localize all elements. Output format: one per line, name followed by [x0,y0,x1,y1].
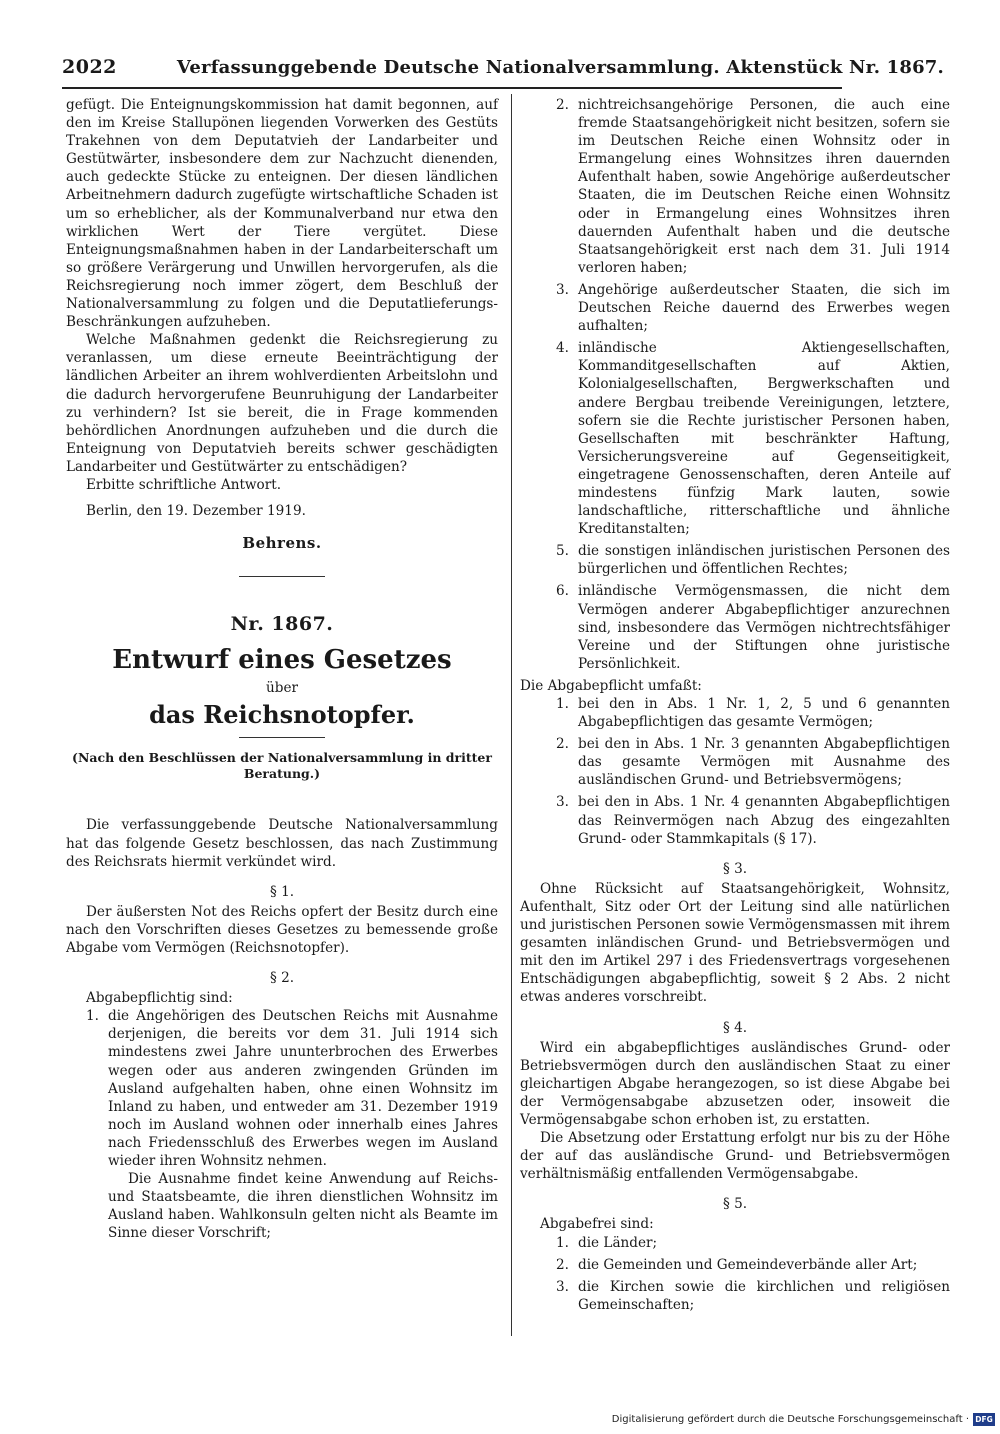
scope-intro: Die Abgabepflicht umfaßt: [520,677,702,694]
list-item-text: die sonstigen inländischen juristischen Personen des bürgerlichen und öffentlichen Rechtes; [578,543,950,578]
list-item [556,96,950,277]
law-title-line-1: Entwurf eines Gesetzes [112,645,452,676]
list-item [556,793,950,847]
list-item-text: bei den in Abs. 1 Nr. 3 genannten Abgabepflichtigen das gesamte Vermögen mit Ausnahme des ausländischen Grund- und Betriebsvermögens; [578,736,950,789]
list-item-text: die Gemeinden und Gemeindeverbände aller Art; [578,1256,918,1273]
scope-list [520,695,950,848]
list-item-number: 3. [556,1278,569,1295]
section-2-intro: Abgabepflichtig sind: [86,990,233,1007]
page-number: 2022 [62,56,117,78]
list-item-text: inländische Aktiengesellschaften, Kommanditgesellschaften auf Aktien, Kolonialgesellschaften, Bergwerkschaften und andere Bergbau treibende Vereinigungen, letztere, sofern sie die Rechte juristischer Personen haben, Gesellschaften mit beschränkter Haftung, Versicherungsvereine auf Gegenseitigkeit, eingetragene Genossenschaften, deren Anteile auf mindestens fünfzig Mark lauten, sowie landschaftliche, ritterschaftliche und ähnliche Kreditanstalten; [578,340,950,538]
list-item [86,1007,498,1170]
list-item-text: bei den in Abs. 1 Nr. 1, 2, 5 und 6 genannten Abgabepflichtigen das gesamte Vermögen; [578,696,950,731]
list-item-number: 1. [556,1234,569,1251]
title-divider [239,737,325,738]
list-item-text: die Länder; [578,1234,658,1251]
list-item-number: 1. [556,696,569,712]
interpellation-paragraph-2: Welche Maßnahmen gedenkt die Reichsregierung zu veranlassen, um diese erneute Beeinträchtigung der ländlichen Arbeiter an ihrem wohlverdienten Arbeitslohn und die dadurch hervorgerufene Beunruhigung der Landarbeiter zu verhindern? Ist sie bereit, die in Frage kommenden behördlichen Anordnungen aufzuheben und die durch die Enteignung von Deputatvieh bereits schwer geschädigten Landarbeiter und Gestütwärter zu entschädigen? [66,332,498,475]
list-item-number: 2. [556,1256,569,1273]
list-item-number: 5. [556,543,569,560]
list-item [556,695,950,731]
list-item-text: Angehörige außerdeutscher Staaten, die sich im Deutschen Reiche dauernd des Erwerbes wegen aufhalten; [578,281,950,335]
right-column [520,96,950,1314]
resolution-note: (Nach den Beschlüssen der Nationalversammlung in dritter Beratung.) [72,750,492,782]
section-divider [239,576,325,577]
section-5-intro: Abgabefrei sind: [540,1216,654,1233]
list-item-number: 4. [556,340,569,357]
section-2-exception: Die Ausnahme findet keine Anwendung auf Reichs- und Staatsbeamte, die ihren dienstlichen Wohnsitz im Ausland haben. Wahlkonsuln gelten nicht als Beamte im Sinne dieser Vorschrift; [108,1171,498,1242]
section-2-heading: § 2. [269,970,295,987]
section-4-text-2: Die Absetzung oder Erstattung erfolgt nur bis zu der Höhe der auf das ausländische Grund- und Betriebsvermögen verhältnismäßig entfallenden Vermögensabgabe. [520,1130,950,1183]
signer-name: Behrens. [242,534,322,553]
list-item-text: bei den in Abs. 1 Nr. 4 genannten Abgabepflichtigen das Reinvermögen nach Abzug des eingezahlten Grund- oder Stammkapitals (§ 17). [578,794,950,847]
dfg-logo: DFG [973,1413,995,1426]
interpellation-paragraph-1: gefügt. Die Enteignungskommission hat damit begonnen, auf den im Kreise Stallupönen liegenden Vorwerken des Gestüts Trakehnen von dem Deputatvieh der Landarbeiter und Gestütwärter, insbesondere dem zur Nachzucht dienenden, auch gedeckte Stücke zu enteignen. Der diesen ländlichen Arbeitnehmern dadurch zugefügte wirtschaftliche Schaden ist um so erheblicher, als der Kommunalverband nur etwa den wirklichen Wert der Tiere vergütet. Diese Enteignungsmaßnahmen haben in der Landarbeiterschaft um so größere Verärgerung und Unwillen hervorgerufen, als die Reichsregierung noch immer zögert, dem Beschluß der Nationalversammlung zu folgen und die Deputatlieferungs-Beschränkungen aufzuheben. [66,97,498,331]
place-date: Berlin, den 19. Dezember 1919. [86,503,306,520]
list-item [556,1256,950,1274]
section-2-list-left [66,1007,498,1170]
list-item-text: nichtreichsangehörige Personen, die auch eine fremde Staatsangehörigkeit nicht besitzen, sofern sie im Deutschen Reiche einen Wohnsitz oder in Ermangelung eines Wohnsitzes ihren dauernden Aufenthalt haben, sowie Angehörige außerdeutscher Staaten, die im Deutschen Reiche einen Wohnsitz oder in Ermangelung eines Wohnsitzes ihren dauernden Aufenthalt haben und die deutsche Staatsangehörigkeit erst nach dem 31. Juli 1914 verloren haben; [578,97,950,276]
left-column [66,96,498,1243]
list-item [556,542,950,578]
column-divider [511,94,512,1336]
running-title: Verfassunggebende Deutsche Nationalversammlung. Aktenstück Nr. 1867. [176,57,944,78]
list-item-number: 6. [556,583,569,600]
list-item-number: 3. [556,281,569,298]
digitization-credit [600,1411,995,1427]
list-item [556,735,950,789]
header-rule [62,87,842,89]
list-item-text: die Angehörigen des Deutschen Reichs mit Ausnahme derjenigen, die bereits vor dem 31. Juli 1914 sich mindestens zwei Jahre ununterbrochen des Erwerbes wegen oder aus anderen zwingenden Gründen im Ausland aufgehalten haben, ohne einen Wohnsitz im Inland zu haben, und entweder am 31. Dezember 1919 noch im Ausland wohnen oder innerhalb eines Jahres nach Friedensschluß des Erwerbes wegen im Ausland wieder ihren Wohnsitz nehmen. [108,1008,498,1170]
list-item [556,1278,950,1314]
credit-text: Digitalisierung gefördert durch die Deutsche Forschungsgemeinschaft · [611,1413,969,1425]
section-3-text: Ohne Rücksicht auf Staatsangehörigkeit, Wohnsitz, Aufenthalt, Sitz oder Ort der Leitung sind alle natürlichen und juristischen Personen sowie Vermögensmassen mit ihrem gesamten inländischen Grund- und Betriebsvermögen und mit den im Artikel 297 i des Friedensvertrags vorgesehenen Entschädigungen abgabepflichtig, soweit § 2 Abs. 2 nicht etwas anderes vorschreibt. [520,880,950,1006]
page-header [62,56,944,86]
section-3-heading: § 3. [722,860,748,877]
list-item [556,1234,950,1252]
section-2-list-right [520,96,950,673]
law-title-line-2: über [266,680,298,697]
list-item-text: die Kirchen sowie die kirchlichen und religiösen Gemeinschaften; [578,1278,950,1313]
list-item-number: 3. [556,794,569,811]
section-5-list [520,1234,950,1314]
section-5-heading: § 5. [722,1196,748,1213]
document-number: Nr. 1867. [230,613,334,636]
law-title-line-3: das Reichsnotopfer. [149,700,415,730]
list-item-number: 2. [556,736,569,753]
list-item [556,281,950,335]
section-1-text: Der äußersten Not des Reichs opfert der Besitz durch eine nach den Vorschriften dieses Gesetzes zu bemessende große Abgabe vom Vermögen (Reichsnotopfer). [66,903,498,956]
list-item [556,339,950,538]
section-4-heading: § 4. [722,1019,748,1036]
preamble: Die verfassunggebende Deutsche Nationalversammlung hat das folgende Gesetz beschlossen, das nach Zustimmung des Reichsrats hiermit verkündet wird. [66,817,498,870]
list-item-number: 2. [556,97,569,113]
section-1-heading: § 1. [269,883,295,900]
list-item-text: inländische Vermögensmassen, die nicht dem Vermögen anderer Abgabepflichtiger anzurechnen sind, insbesondere das Vermögen nichtrechtsfähiger Vereine und der Stiftungen ohne juristische Persönlichkeit. [578,583,950,672]
interpellation-request: Erbitte schriftliche Antwort. [86,476,282,493]
section-4-text-1: Wird ein abgabepflichtiges ausländisches Grund- oder Betriebsvermögen durch den ausländischen Staat zu einer gleichartigen Abgabe herangezogen, so ist diese Abgabe bei der Vermögensabgabe abzusetzen oder, insoweit die Vermögensabgabe schon erhoben ist, zu erstatten. [520,1039,950,1128]
list-item-number: 1. [86,1008,99,1025]
list-item [556,582,950,672]
